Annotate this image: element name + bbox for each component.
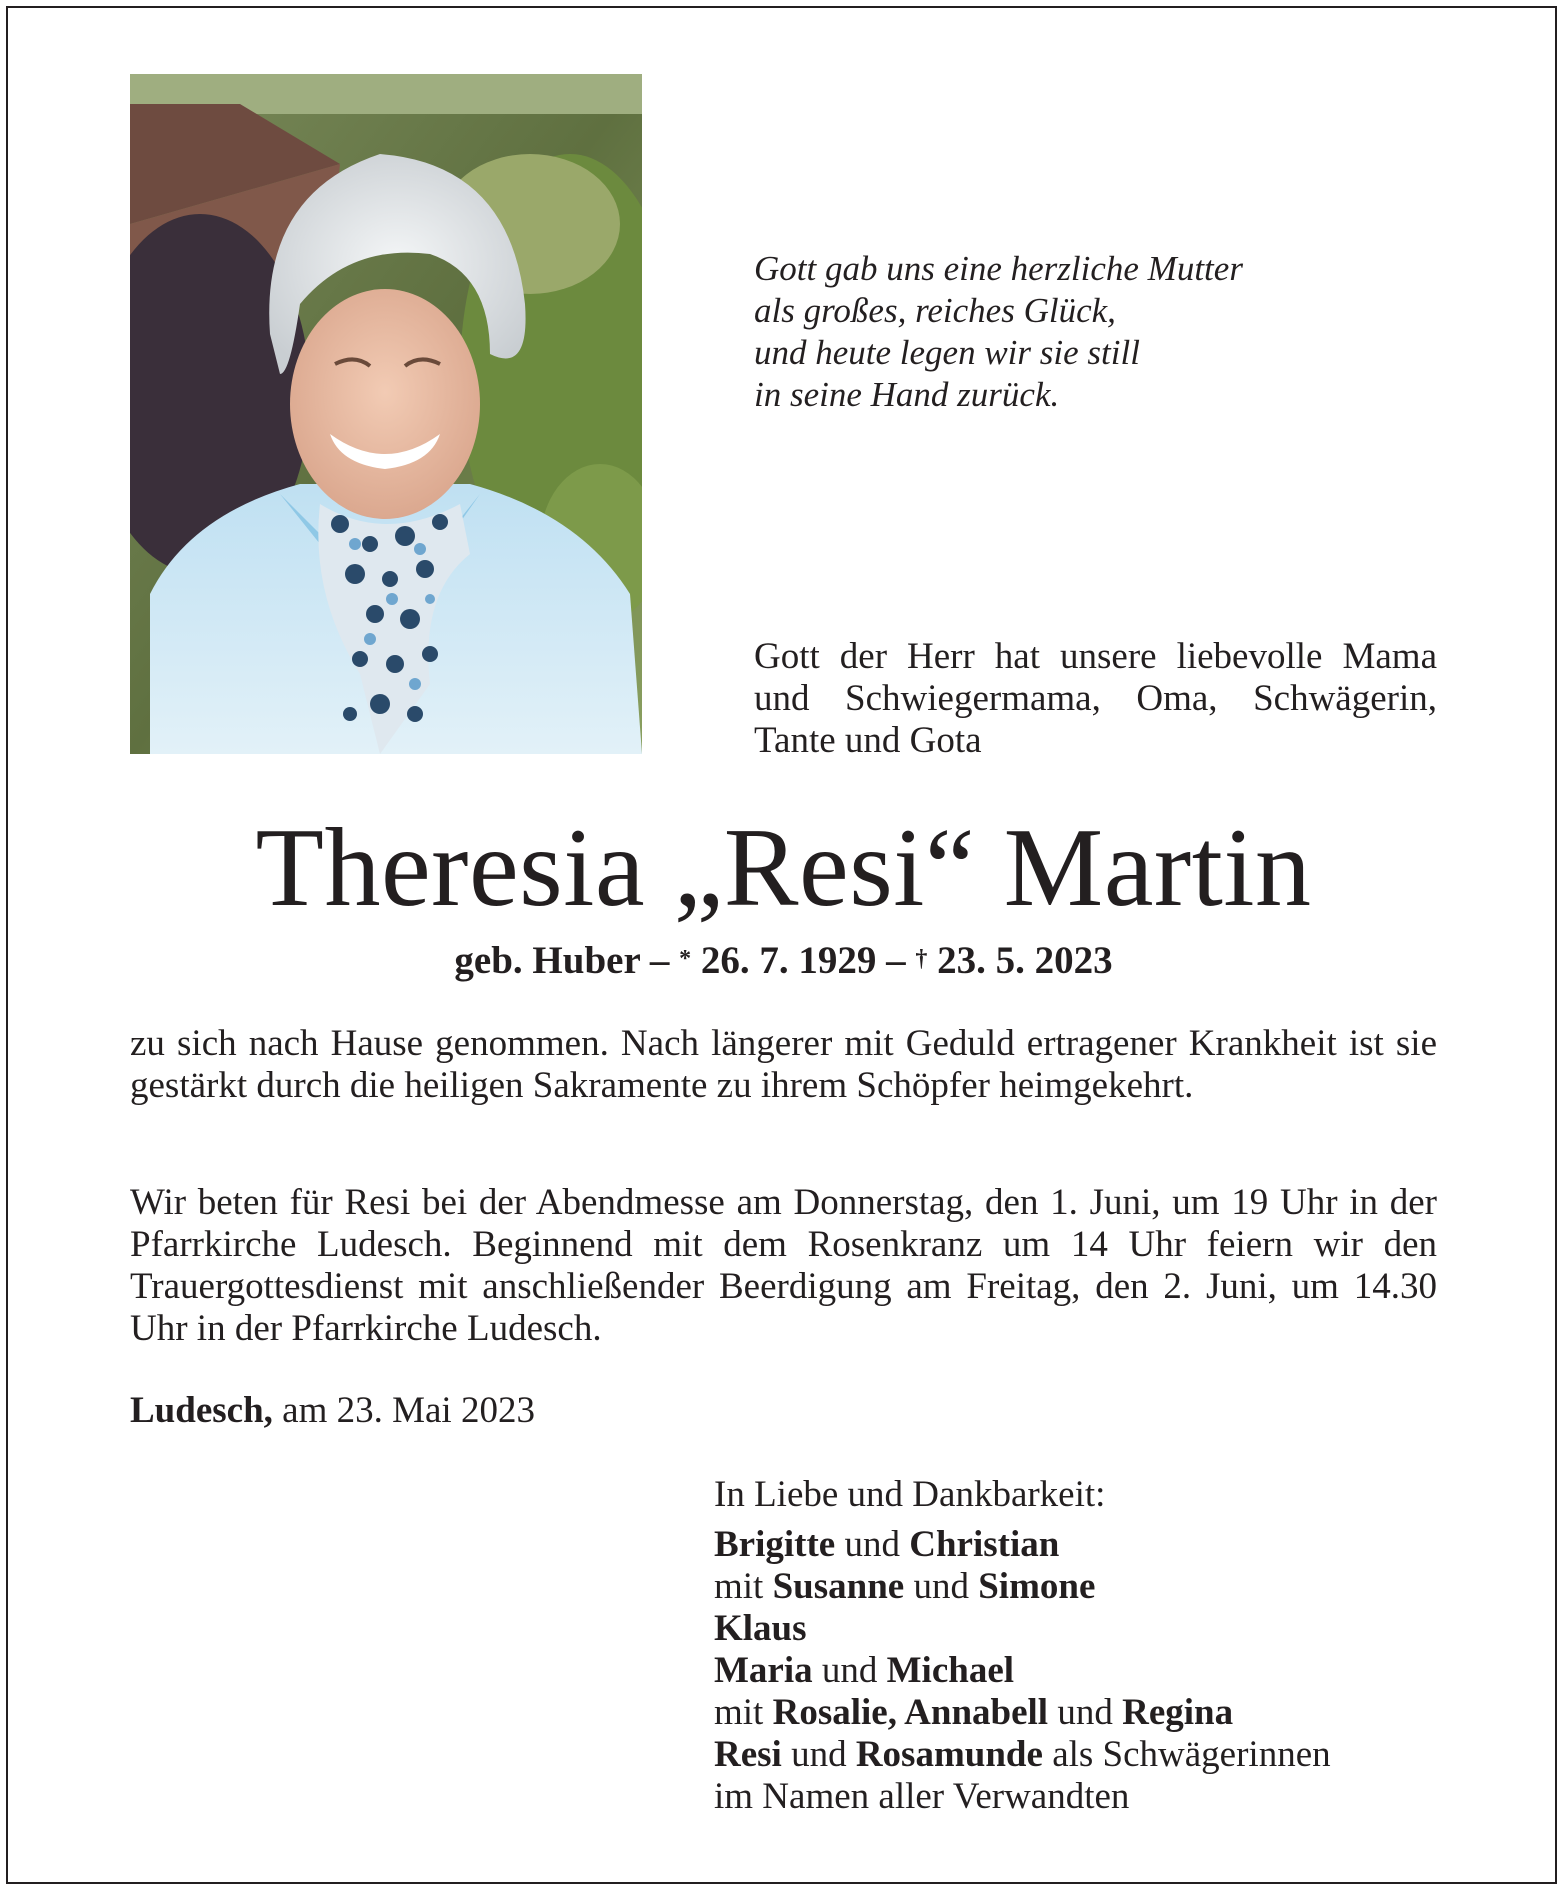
conjunction: und [835, 1524, 910, 1565]
birth-star-icon: * [679, 946, 692, 972]
family-line [714, 1524, 1474, 1566]
paragraph-service: Wir beten für Resi bei der Abendmesse am Donnerstag, den 1. Juni, um 19 Uhr in der Pfarrkirche Ludesch. Beginnend mit dem Rosenkranz um 14 Uhr feiern wir den Trauergottesdienst mit anschließender Beerdigung am Freitag, den 2. Juni, um 14.30 Uhr in der Pfarrkirche Ludesch. [130, 1182, 1437, 1349]
quote-line: und heute legen wir sie still [754, 333, 1140, 372]
dash-separator: – [640, 939, 680, 982]
deceased-name: Theresia „Resi“ Martin [255, 806, 1312, 930]
place-city: Ludesch, [130, 1390, 273, 1431]
dash-separator: – [876, 939, 916, 982]
family-member: Susanne [772, 1566, 905, 1607]
family-member: Regina [1122, 1692, 1234, 1733]
portrait-photo [130, 74, 642, 754]
family-line [714, 1692, 1474, 1734]
family-signatures [714, 1474, 1474, 1818]
life-dates [0, 938, 1567, 984]
paragraph-passing: zu sich nach Hause genommen. Nach längerer mit Geduld ertragener Krankheit ist sie gestärkt durch die heiligen Sakramente zu ihrem Schöpfer heimgekehrt. [130, 1023, 1437, 1106]
quote-line: als großes, reiches Glück, [754, 291, 1116, 330]
place-date [130, 1390, 535, 1432]
family-line [714, 1650, 1474, 1692]
place-date-text: am 23. Mai 2023 [272, 1390, 535, 1431]
family-member: Christian [909, 1524, 1060, 1565]
portrait-photo-icon [130, 74, 642, 754]
family-member: Simone [978, 1566, 1096, 1607]
family-closing: im Namen aller Verwandten [714, 1776, 1130, 1817]
death-date: 23. 5. 2023 [927, 939, 1113, 982]
family-heading: In Liebe und Dankbarkeit: [714, 1474, 1106, 1515]
quote-line: in seine Hand zurück. [754, 375, 1060, 414]
birth-name: geb. Huber [454, 939, 641, 982]
prefix: mit [714, 1566, 773, 1607]
conjunction: und [781, 1734, 856, 1775]
family-line [714, 1566, 1474, 1608]
suffix: als Schwägerinnen [1042, 1734, 1331, 1775]
family-member: Brigitte [714, 1524, 836, 1565]
family-member: Klaus [714, 1608, 807, 1649]
family-member: Rosamunde [855, 1734, 1043, 1775]
prefix: mit [714, 1692, 773, 1733]
memorial-quote [754, 248, 1454, 416]
birth-date: 26. 7. 1929 [691, 939, 877, 982]
conjunction: und [904, 1566, 979, 1607]
family-line [714, 1608, 1474, 1650]
family-member: Rosalie, Annabell [772, 1692, 1049, 1733]
intro-text: Gott der Herr hat unsere liebevolle Mama und Schwiegermama, Oma, Schwägerin, Tante und Gota [754, 636, 1437, 761]
family-member: Maria [714, 1650, 813, 1691]
quote-line: Gott gab uns eine herzliche Mutter [754, 249, 1243, 288]
family-member: Resi [714, 1734, 782, 1775]
family-member: Michael [886, 1650, 1015, 1691]
death-cross-icon: † [915, 946, 928, 972]
conjunction: und [1048, 1692, 1123, 1733]
family-line [714, 1734, 1474, 1776]
conjunction: und [812, 1650, 887, 1691]
